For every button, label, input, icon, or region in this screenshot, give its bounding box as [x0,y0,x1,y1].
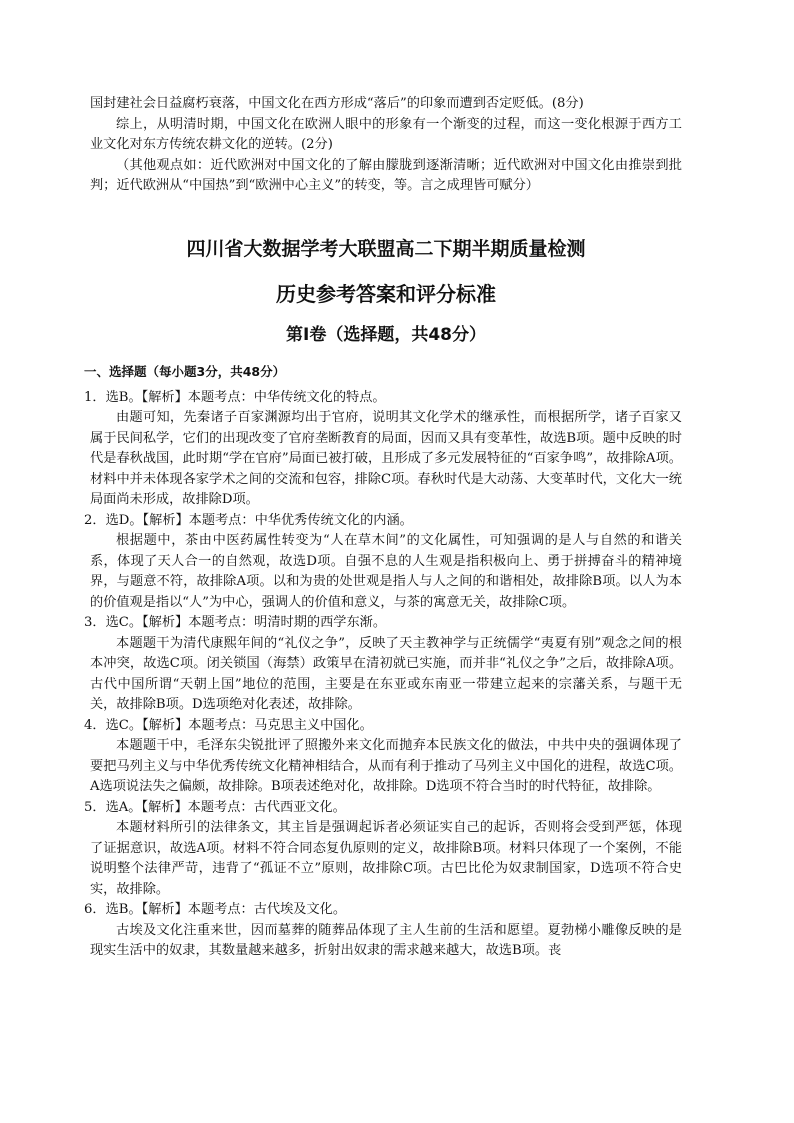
question-explanation: 本题题干为清代康熙年间的“礼仪之争”，反映了天主教神学与正统儒学“夷夏有别”观念之间的根本冲突，故选C项。闭关锁国（海禁）政策早在清初就已实施，而并非“礼仪之争”之后，故排除A项。古代中国所谓“天朝上国”地位的范围，主要是在东亚或东南亚一带建立起来的宗藩关系，与题干无关，故排除B项。D选项绝对化表述，故排除。 [90,635,682,712]
question-head: 6．选B。【解析】本题考点：古代埃及文化。 [84,902,347,917]
paragraph-other-views: （其他观点如：近代欧洲对中国文化的了解由朦胧到逐渐清晰；近代欧洲对中国文化由推崇到批判；近代欧洲从“中国热”到“欧洲中心主义”的转变，等。言之成理皆可赋分） [90,157,682,193]
document-page [84,94,682,962]
exam-title: 四川省大数据学考大联盟高二下期半期质量检测 [186,237,586,260]
question-head: 5．选A。【解析】本题考点：古代西亚文化。 [84,799,346,815]
question-1 [84,388,682,511]
question-explanation: 由题可知，先秦诸子百家渊源均出于官府，说明其文化学术的继承性，而根据所学，诸子百家又属于民间私学，它们的出现改变了官府垄断教育的局面，因而又具有变革性，故选B项。题中反映的时代是春秋战国，此时期“学在官府”局面已被打破，且形成了多元发展特征的“百家争鸣”，故排除A项。材料中并未体现各家学术之间的交流和包容，排除C项。春秋时代是大动荡、大变革时代，文化大一统局面尚未形成，故排除D项。 [90,410,682,507]
question-head: 1．选B。【解析】本题考点：中华传统文化的特点。 [84,389,386,405]
question-6 [84,900,682,962]
question-3 [84,613,682,716]
question-4 [84,716,682,798]
question-explanation: 根据题中，茶由中医药属性转变为“人在草木间”的文化属性，可知强调的是人与自然的和谐关系，体现了天人合一的自然观，故选D项。自强不息的人生观是指积极向上、勇于拼搏奋斗的精神境界，与题意不符，故排除A项。以和为贵的处世观是指人与人之间的和谐相处，故排除B项。以人为本的价值观是指以“人”为中心，强调人的价值和意义，与茶的寓意无关，故排除C项。 [90,533,682,610]
question-head: 3．选C。【解析】本题考点：明清时期的西学东渐。 [84,615,387,630]
volume-title: 第Ⅰ卷（选择题，共48分） [286,324,486,345]
question-head: 4．选C。【解析】本题考点：马克思主义中国化。 [84,717,373,733]
section-heading: 一、选择题（每小题3分，共48分） [84,363,286,379]
paragraph-summary: 综上，从明清时期，中国文化在欧洲人眼中的形象有一个渐变的过程，而这一变化根源于西方工业文化对东方传统农耕文化的逆转。(2分) [90,116,682,152]
paragraph-continuation: 国封建社会日益腐朽衰落，中国文化在西方形成“落后”的印象而遭到否定贬低。(8分) [90,96,584,111]
question-5 [84,798,682,901]
question-explanation: 本题题干中，毛泽东尖锐批评了照搬外来文化而抛弃本民族文化的做法，中共中央的强调体现了要把马列主义与中华优秀传统文化精神相结合，从而有利于推动了马列主义中国化的进程，故选C项。A选项说法失之偏颇，故排除。B项表述绝对化，故排除。D选项不符合当时的时代特征，故排除。 [90,738,682,794]
question-explanation: 本题材料所引的法律条文，其主旨是强调起诉者必须证实自己的起诉，否则将会受到严惩，体现了证据意识，故选A项。材料不符合同态复仇原则的定义，故排除B项。材料只体现了一个案例，不能说明整个法律严苛，违背了“孤证不立”原则，故排除C项。古巴比伦为奴隶制国家，D选项不符合史实，故排除。 [90,820,682,897]
question-head: 2．选D。【解析】本题考点：中华优秀传统文化的内涵。 [84,512,413,528]
answer-key-title: 历史参考答案和评分标准 [276,281,496,306]
question-explanation: 古埃及文化注重来世，因而墓葬的随葬品体现了主人生前的生活和愿望。夏勃梯小雕像反映的是现实生活中的奴隶，其数量越来越多，折射出奴隶的需求越来越大，故选B项。丧 [90,922,682,958]
question-2 [84,511,682,614]
